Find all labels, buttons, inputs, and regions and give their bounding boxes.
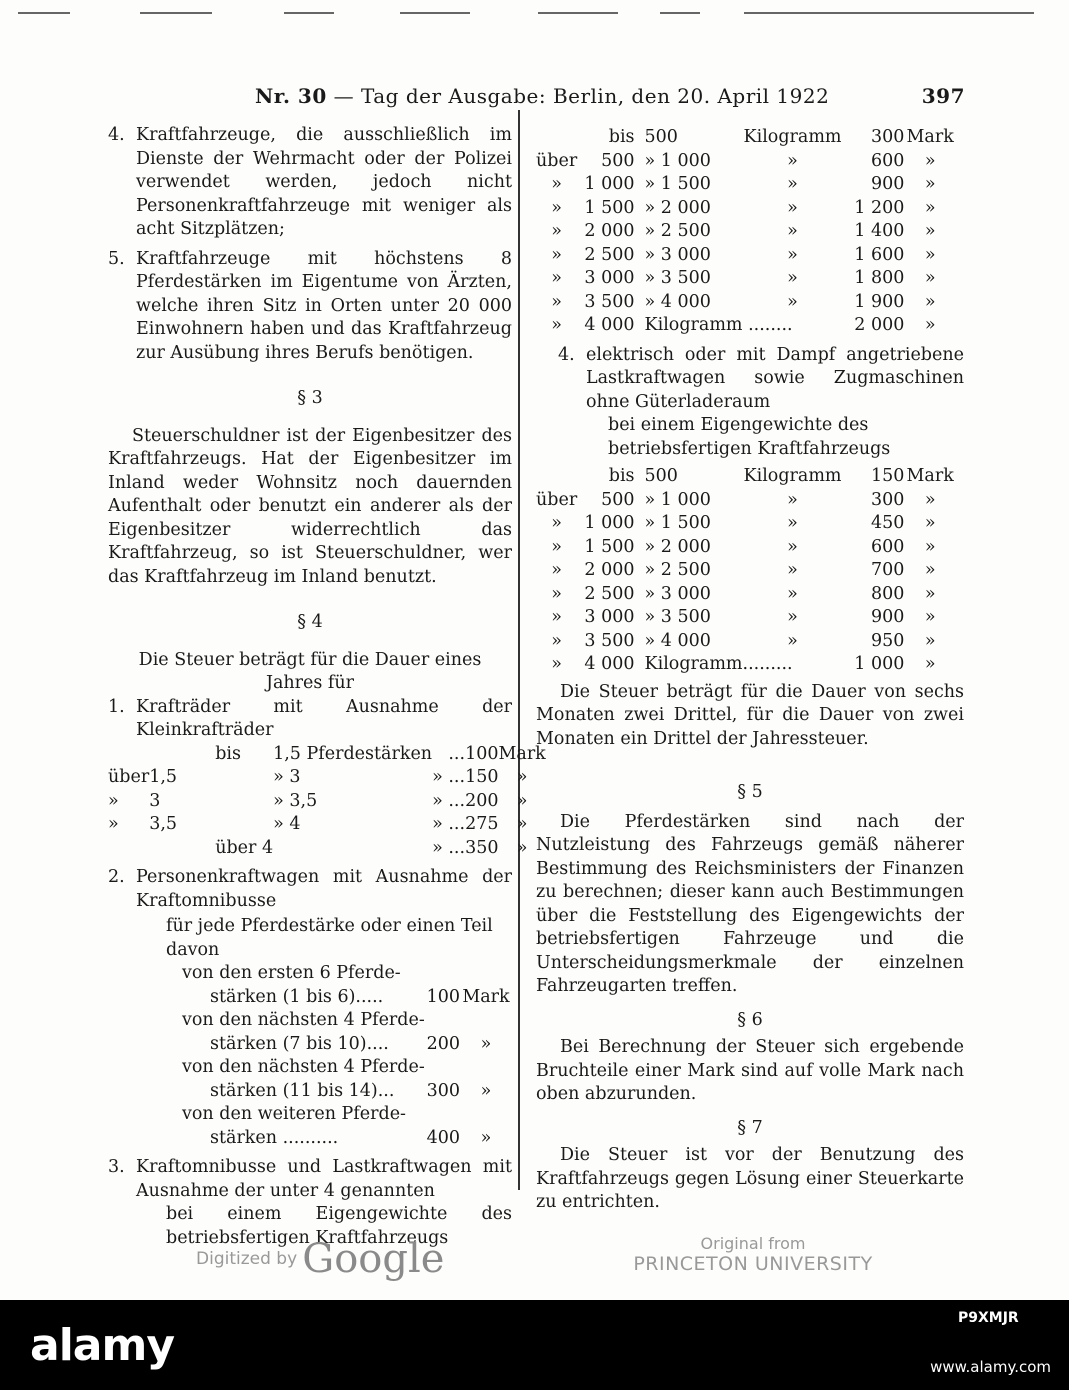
rate-value: 200	[426, 1033, 460, 1054]
rate-unit: Mark	[462, 986, 510, 1007]
rate-unit: »	[480, 1033, 492, 1054]
row-prefix: »	[551, 630, 562, 651]
car-rate-line: von den nächsten 4 Pferde-	[182, 1057, 425, 1077]
rate-unit: »	[924, 150, 936, 171]
item-number: 5.	[108, 248, 125, 269]
top-rule	[538, 12, 618, 14]
section-intro: Die Steuer beträgt für die Dauer eines Jahres für	[138, 649, 482, 693]
row-prefix: »	[551, 268, 562, 288]
top-rule	[744, 12, 1034, 14]
item-text: elektrisch oder mit Dampf angetriebene Lastkraftwagen sowie Zugmaschinen ohne Güterladeraum	[586, 344, 964, 412]
range-from: 3	[149, 790, 161, 811]
item-subtext: bei einem Eigengewichte des betriebsfertigen Kraftfahrzeugs	[166, 1204, 512, 1248]
item-number: 1.	[108, 696, 125, 717]
rate-label: stärken ..........	[210, 1127, 339, 1148]
rate-unit: »	[924, 630, 936, 651]
rate-value: 700	[870, 560, 905, 580]
digitized-label: Digitized by	[196, 1249, 298, 1269]
range-from: 1 500	[584, 197, 635, 218]
range-from: 4 000	[584, 315, 635, 335]
section-heading: § 4	[297, 612, 323, 632]
section-heading: § 6	[737, 1009, 763, 1030]
range-from: 1 000	[584, 174, 635, 194]
range-to: 500	[644, 127, 678, 147]
table-row	[536, 314, 956, 338]
original-from-label: Original from	[700, 1234, 806, 1253]
top-rule	[660, 12, 700, 14]
rate-value: 150	[870, 466, 905, 486]
image-code: P9XMJR	[958, 1310, 1019, 1326]
range-to: » 4 000	[644, 630, 711, 651]
range-from: 3 500	[584, 630, 635, 651]
row-dots: » ...	[432, 767, 466, 787]
top-rule	[18, 12, 70, 14]
range-unit: »	[787, 560, 798, 580]
range-to: » 1 500	[644, 174, 711, 194]
rate-unit: »	[924, 174, 936, 194]
rate-value: 100	[426, 986, 460, 1007]
row-dots: » ...	[432, 814, 466, 834]
list-item	[536, 344, 964, 415]
row-dots: ...	[448, 743, 466, 764]
row-prefix: »	[551, 197, 562, 218]
alamy-logo: alamy	[30, 1320, 174, 1371]
list-item	[108, 248, 512, 366]
list-item	[108, 1156, 512, 1203]
rate-value: 900	[870, 174, 905, 194]
rate-label: stärken (11 bis 14)...	[210, 1080, 395, 1101]
range-from: 2 500	[584, 583, 635, 604]
range-unit: »	[787, 583, 798, 604]
rate-value: 100	[465, 743, 499, 764]
range-to: » 3 000	[644, 583, 711, 604]
range-to: » 2 000	[644, 197, 711, 218]
range-unit: »	[787, 536, 798, 557]
row-prefix: über	[536, 150, 578, 171]
list-item	[108, 696, 512, 743]
range-to: Kilogramm.........	[644, 654, 793, 674]
item-subtext: bei einem Eigengewichte des betriebsfertigen Kraftfahrzeugs	[608, 415, 891, 459]
electric-rate-table	[536, 465, 956, 677]
range-unit: »	[787, 197, 798, 218]
range-from: 3,5	[149, 814, 178, 834]
table-row	[536, 173, 956, 197]
alamy-url: www.alamy.com	[930, 1358, 1051, 1376]
range-from: 2 500	[584, 244, 635, 265]
rate-unit: »	[924, 221, 936, 241]
original-from-watermark	[630, 1234, 876, 1275]
row-prefix: »	[551, 315, 562, 335]
row-dots: » ...	[432, 837, 466, 858]
table-row	[108, 766, 546, 790]
row-prefix: über	[536, 489, 578, 510]
range-from: bis	[608, 127, 635, 147]
left-column	[108, 124, 546, 1250]
row-prefix: »	[551, 513, 562, 533]
row-prefix: »	[551, 174, 562, 194]
rate-value: 800	[870, 583, 905, 604]
range-from: 500	[601, 150, 635, 171]
list-item	[108, 866, 512, 913]
rate-unit: Mark	[498, 743, 546, 764]
rate-unit: »	[516, 767, 528, 787]
rate-unit: »	[924, 513, 936, 533]
range-to: » 2 500	[644, 560, 711, 580]
table-row	[536, 512, 956, 536]
range-unit: »	[787, 174, 798, 194]
rate-value: 1 800	[854, 268, 905, 288]
table-row	[536, 653, 956, 677]
table-row	[108, 813, 546, 837]
page-number: 397	[921, 84, 965, 108]
rate-value: 1 000	[854, 654, 905, 674]
row-prefix	[108, 743, 149, 767]
range-from: 3 000	[584, 268, 635, 288]
range-unit: »	[787, 221, 798, 241]
range-from: bis	[608, 466, 635, 486]
range-to: » 3	[273, 767, 301, 787]
range-unit: »	[787, 607, 798, 627]
rate-unit: »	[516, 790, 528, 811]
car-rate-line	[108, 1033, 512, 1057]
issue-date: — Tag der Ausgabe: Berlin, den 20. April 1922	[333, 84, 830, 108]
rate-value: 2 000	[854, 315, 905, 335]
row-prefix	[108, 837, 149, 861]
rate-value: 450	[870, 513, 905, 533]
range-to: » 4 000	[644, 291, 711, 312]
rate-value: 600	[870, 536, 905, 557]
item-subtext: für jede Pferdestärke oder einen Teil davon	[166, 916, 493, 960]
rate-value: 1 600	[854, 244, 905, 265]
car-rate-line	[108, 1127, 512, 1151]
motorcycle-rate-table	[108, 743, 546, 861]
running-header	[255, 84, 965, 108]
list-item	[108, 124, 512, 242]
princeton-label: PRINCETON UNIVERSITY	[633, 1253, 873, 1275]
car-rate-line: von den nächsten 4 Pferde-	[182, 1010, 425, 1030]
table-row	[536, 197, 956, 221]
rate-unit: »	[924, 583, 936, 604]
rate-value: 300	[870, 489, 905, 510]
range-to: » 1 000	[644, 150, 711, 171]
table-row	[108, 837, 546, 861]
rate-value: 150	[465, 767, 499, 787]
row-prefix: »	[551, 244, 562, 265]
table-row	[536, 583, 956, 607]
rate-value: 200	[465, 790, 499, 811]
range-to	[273, 837, 432, 861]
top-rule	[400, 12, 470, 14]
item-text: Personenkraftwagen mit Ausnahme der Kraftomnibusse	[136, 867, 512, 911]
rate-value: 350	[465, 837, 499, 858]
rate-value: 275	[465, 814, 499, 834]
rate-unit: Mark	[906, 466, 954, 486]
range-from: 2 000	[584, 221, 635, 241]
row-prefix: »	[551, 654, 562, 674]
column-divider	[518, 110, 520, 1190]
range-to: » 3,5	[273, 790, 318, 811]
range-to: » 1 500	[644, 513, 711, 533]
rate-unit: Mark	[906, 127, 954, 147]
range-to: 1,5 Pferdestärken	[273, 743, 433, 764]
table-row	[536, 489, 956, 513]
rate-value: 300	[870, 127, 905, 147]
rate-unit: »	[924, 560, 936, 580]
car-rate-line: von den weiteren Pferde-	[182, 1104, 406, 1124]
right-column	[536, 126, 964, 1215]
rate-value: 1 900	[854, 291, 905, 312]
table-row	[536, 559, 956, 583]
car-rate-line: von den ersten 6 Pferde-	[182, 963, 401, 983]
table-row	[536, 465, 956, 489]
table-row	[536, 244, 956, 268]
car-rate-list	[108, 962, 512, 1150]
row-dots: » ...	[432, 790, 466, 811]
range-from: 3 500	[584, 291, 635, 312]
table-row	[108, 743, 546, 767]
range-unit: »	[787, 513, 798, 533]
section-heading: § 7	[737, 1117, 763, 1138]
row-prefix: »	[108, 814, 119, 834]
section-heading: § 3	[297, 388, 323, 408]
rate-unit: »	[924, 315, 936, 335]
row-prefix	[536, 126, 577, 150]
rate-value: 400	[426, 1127, 460, 1148]
table-row	[536, 291, 956, 315]
section-paragraph: Steuerschuldner ist der Eigenbesitzer des Kraftfahrzeugs. Hat der Eigenbesitzer im Inland weder Wohnsitz noch dauernden Aufenthalt oder benutzt ein anderer als der Eigenbesitzer widerrechtlich das Kraftfahrzeug, so ist Steuerschuldner, wer das Kraftfahrzeug im Inland benutzt.	[108, 425, 512, 587]
rate-label: stärken (1 bis 6).....	[210, 986, 384, 1007]
range-unit: »	[787, 244, 798, 265]
range-from: über 4	[215, 837, 274, 858]
issue-number: Nr. 30	[255, 84, 327, 108]
range-unit: »	[787, 150, 798, 171]
row-prefix: »	[551, 536, 562, 557]
car-rate-line	[108, 986, 512, 1010]
range-to: » 2 500	[644, 221, 711, 241]
item-number: 2.	[108, 867, 125, 887]
range-to: » 3 500	[644, 268, 711, 288]
top-rule	[140, 12, 212, 14]
range-unit: »	[787, 291, 798, 312]
section-paragraph: Die Pferdestärken sind nach der Nutzleistung des Fahrzeugs gemäß näherer Bestimmung des Reichsministers der Finanzen zu berechnen; dieser kann auch Bestimmungen über die Feststellung des Eigengewichts der betriebsfertigen Fahrzeuge und die Unterscheidungsmerkmale der einzelnen Fahrzeugarten treffen.	[536, 811, 964, 996]
table-row	[536, 606, 956, 630]
range-unit: »	[787, 268, 798, 288]
range-from: 2 000	[584, 560, 635, 580]
item-number: 4.	[108, 125, 125, 145]
range-unit: Kilogramm	[743, 466, 842, 486]
range-from: 4 000	[584, 654, 635, 674]
item-text: Kraftfahrzeuge, die ausschließlich im Dienste der Wehrmacht oder der Polizei verwendet werden, jedoch nicht Personenkraftfahrzeuge mit weniger als acht Sitzplätzen;	[136, 125, 512, 239]
range-from: 1 500	[584, 536, 635, 557]
item-number: 4.	[558, 344, 575, 365]
range-to: 500	[644, 466, 678, 486]
truck-rate-table	[536, 126, 956, 338]
rate-unit: »	[924, 654, 936, 674]
rate-unit: »	[924, 268, 936, 288]
top-rule	[284, 12, 334, 14]
range-unit: »	[787, 630, 798, 651]
rate-value: 1 200	[854, 197, 905, 218]
item-text: Kraftfahrzeuge mit höchstens 8 Pferdestärken im Eigentume von Ärzten, welche ihren Sitz in Orten unter 20 000 Einwohnern haben und das Kraftfahrzeug zur Ausübung ihres Berufs benötigen.	[136, 248, 512, 363]
table-row	[536, 150, 956, 174]
range-to: » 1 000	[644, 489, 711, 510]
range-to: » 2 000	[644, 536, 711, 557]
rate-unit: »	[924, 489, 936, 510]
table-row	[108, 790, 546, 814]
row-prefix	[536, 465, 577, 489]
range-from: 500	[601, 489, 635, 510]
rate-unit: »	[480, 1080, 492, 1101]
rate-value: 950	[870, 630, 905, 651]
range-to: Kilogramm ........	[644, 315, 793, 335]
row-prefix: »	[551, 291, 562, 312]
range-unit: Kilogramm	[743, 127, 842, 147]
car-rate-line	[108, 1080, 512, 1104]
rate-unit: »	[516, 837, 528, 858]
table-row	[536, 126, 956, 150]
row-prefix: über	[108, 767, 150, 787]
rate-value: 1 400	[854, 221, 905, 241]
rate-value: 300	[426, 1080, 460, 1101]
rate-unit: »	[924, 197, 936, 218]
range-unit: »	[787, 489, 798, 510]
rate-unit: »	[924, 244, 936, 265]
range-from: 1,5	[149, 767, 178, 787]
rate-value: 600	[870, 150, 905, 171]
table-row	[536, 536, 956, 560]
item-number: 3.	[108, 1157, 125, 1177]
row-prefix: »	[551, 583, 562, 604]
rate-unit: »	[924, 607, 936, 627]
range-to: » 3 000	[644, 244, 711, 265]
table-row	[536, 267, 956, 291]
rate-unit: »	[480, 1127, 492, 1148]
table-row	[536, 630, 956, 654]
range-from: 3 000	[584, 607, 635, 627]
section-paragraph: Bei Berechnung der Steuer sich ergebende Bruchteile einer Mark sind auf volle Mark nach oben abzurunden.	[536, 1037, 964, 1104]
google-logo: Google	[302, 1236, 445, 1282]
rate-label: stärken (7 bis 10)....	[210, 1033, 389, 1054]
digitized-by-watermark	[196, 1236, 444, 1282]
range-from: bis	[215, 743, 241, 764]
row-prefix: »	[108, 790, 119, 811]
rate-value: 900	[870, 607, 905, 627]
rate-unit: »	[924, 291, 936, 312]
range-to: » 4	[273, 814, 301, 834]
duration-paragraph: Die Steuer beträgt für die Dauer von sechs Monaten zwei Drittel, für die Dauer von zwei Monaten ein Drittel der Jahressteuer.	[536, 681, 964, 749]
row-prefix: »	[551, 607, 562, 627]
section-heading: § 5	[737, 782, 763, 802]
rate-unit: »	[516, 814, 528, 834]
row-prefix: »	[551, 560, 562, 580]
stock-footer-banner	[0, 1300, 1069, 1390]
item-text: Kraftomnibusse und Lastkraftwagen mit Ausnahme der unter 4 genannten	[136, 1157, 512, 1201]
range-from: 1 000	[584, 513, 635, 533]
row-prefix: »	[551, 221, 562, 241]
range-to: » 3 500	[644, 607, 711, 627]
item-text: Krafträder mit Ausnahme der Kleinkrafträder	[136, 696, 512, 740]
section-paragraph: Die Steuer ist vor der Benutzung des Kraftfahrzeugs gegen Lösung einer Steuerkarte zu entrichten.	[536, 1145, 964, 1212]
table-row	[536, 220, 956, 244]
rate-unit: »	[924, 536, 936, 557]
